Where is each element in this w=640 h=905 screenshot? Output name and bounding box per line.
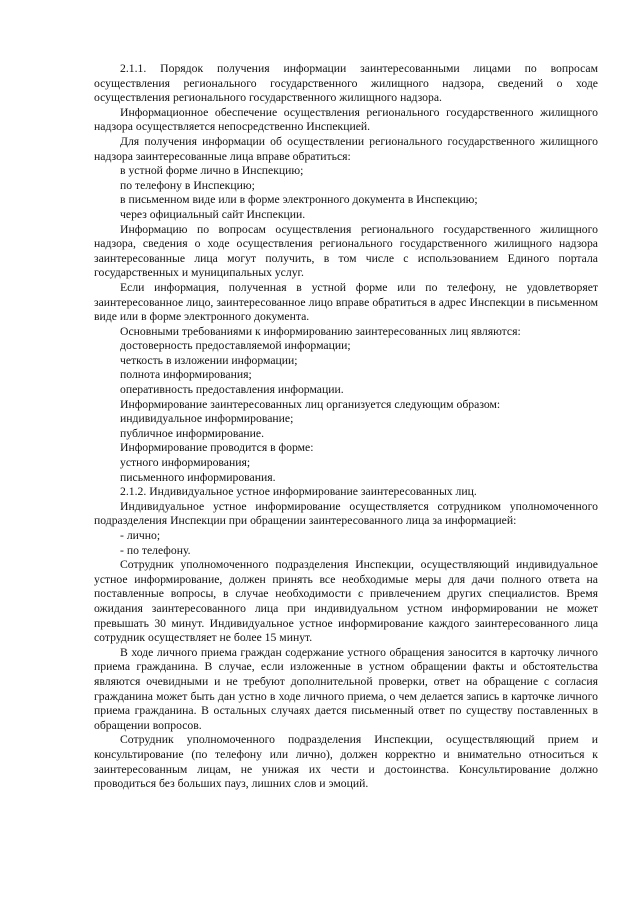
paragraph-employee-duties: Сотрудник уполномоченного подразделения Инспекции, осуществляющий индивидуальное устное информирование, должен принять все необходимые меры для дачи полного ответа на поставленные вопросы, в случае необходимости с привлечением других специалистов. Время ожидания заинтересованного лица при индивидуальном устном информировании не может превышать 30 минут. Индивидуальное устное информирование каждого заинтересованного лица сотрудник осуществляет не более 15 минут. — [94, 558, 598, 645]
paragraph-requirements: Основными требованиями к информированию заинтересованных лиц являются: — [120, 324, 521, 338]
list-item-telephone: - по телефону. — [120, 543, 191, 557]
paragraph-personal-reception: В ходе личного приема граждан содержание устного обращения заносится в карточку личного приема гражданина. В случае, если изложенные в устном обращении факты и обстоятельства являются очевидными и не требуют дополнительной проверки, ответ на обращение с согласия гражданина может быть дан устно в ходе личного приема, о чем делается запись в карточке личного приема гражданина. В остальных случаях дается письменный ответ по существу поставленных в обращении вопросов. — [94, 645, 598, 732]
list-item-oral: устного информирования; — [120, 456, 251, 470]
paragraph-unsatisfied: Если информация, полученная в устной форме или по телефону, не удовлетворяет заинтересованное лицо, заинтересованное лицо вправе обратиться в адрес Инспекции в письменном виде или в форме электронного документа. — [94, 280, 598, 324]
list-item-clarity: четкость в изложении информации; — [120, 353, 298, 367]
list-item-website: через официальный сайт Инспекции. — [120, 207, 306, 221]
paragraph-consulting: Сотрудник уполномоченного подразделения Инспекции, осуществляющий прием и консультирование (по телефону или лично), должен корректно и внимательно относиться к заинтересованным лицам, не унижая их чести и достоинства. Консультирование должно проводиться без больших пауз, лишних слов и эмоций. — [94, 733, 598, 791]
list-item-by-phone: по телефону в Инспекцию; — [120, 178, 255, 192]
paragraph-2-1-1-heading: 2.1.1. Порядок получения информации заинтересованными лицами по вопросам осуществления регионального государственного жилищного надзора, сведений о ходе осуществления регионального государственного жилищного надзора. — [94, 62, 598, 105]
list-item-in-person: в устной форме лично в Инспекцию; — [120, 164, 304, 178]
paragraph-form: Информирование проводится в форме: — [120, 441, 314, 455]
paragraph-individual-oral: Индивидуальное устное информирование осуществляется сотрудником уполномоченного подразделения Инспекции при обращении заинтересованного лица за информацией: — [94, 499, 598, 528]
list-item-completeness: полнота информирования; — [120, 368, 252, 382]
list-item-public: публичное информирование. — [120, 426, 265, 440]
paragraph-organization: Информирование заинтересованных лиц организуется следующим образом: — [120, 397, 501, 411]
list-item-individual: индивидуальное информирование; — [120, 412, 294, 426]
paragraph-portal: Информацию по вопросам осуществления регионального государственного жилищного надзора, сведения о ходе осуществления регионального государственного жилищного надзора заинтересованные лица могут получить, в том числе с использованием Единого портала государственных и муниципальных услуг. — [94, 222, 598, 280]
paragraph-2-1-2-heading: 2.1.2. Индивидуальное устное информирование заинтересованных лиц. — [120, 485, 477, 499]
list-item-reliability: достоверность предоставляемой информации; — [120, 339, 351, 353]
list-item-personally: - лично; — [120, 529, 161, 542]
list-item-written-info: письменного информирования. — [120, 470, 276, 484]
paragraph-info-provision: Информационное обеспечение осуществления регионального государственного жилищного надзора осуществляется непосредственно Инспекцией. — [94, 105, 598, 134]
paragraph-how-to-apply: Для получения информации об осуществлении регионального государственного жилищного надзора заинтересованные лица вправе обратиться: — [94, 134, 598, 163]
list-item-promptness: оперативность предоставления информации. — [120, 383, 344, 397]
document-page — [94, 62, 598, 792]
list-item-written: в письменном виде или в форме электронного документа в Инспекцию; — [120, 193, 478, 207]
